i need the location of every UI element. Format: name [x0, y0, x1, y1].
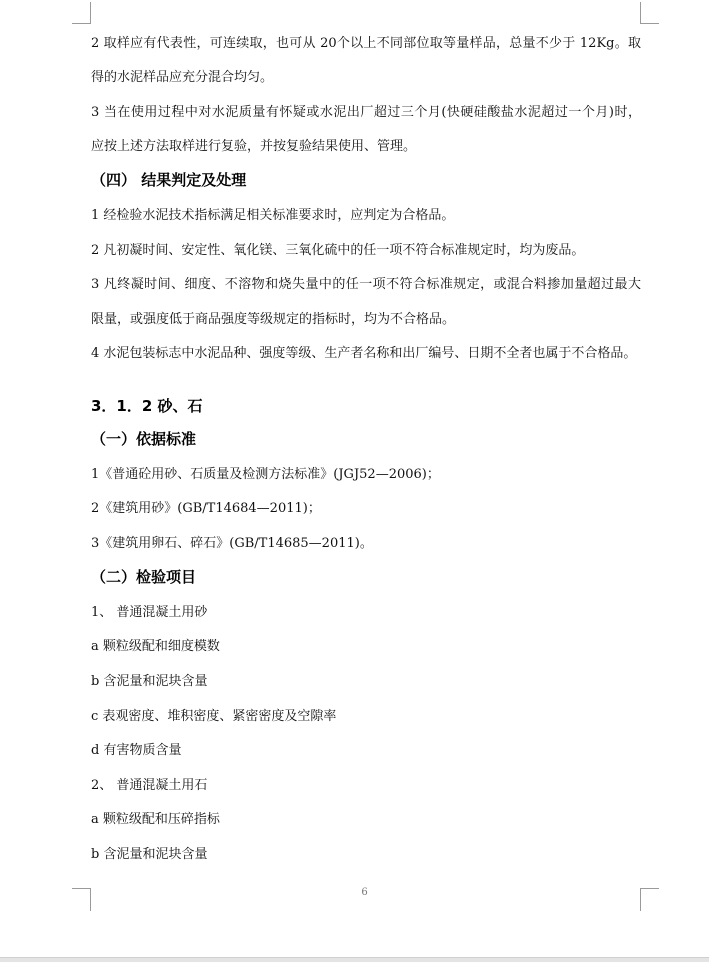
- paragraph-line: 限量，或强度低于商品强度等级规定的指标时，均为不合格品。: [91, 312, 456, 327]
- crop-mark-top-right: [640, 2, 659, 24]
- list-item: c 表观密度、堆积密度、紧密密度及空隙率: [91, 709, 337, 724]
- paragraph-line: 得的水泥样品应充分混合均匀。: [91, 70, 274, 85]
- paragraph-line: 3 当在使用过程中对水泥质量有怀疑或水泥出厂超过三个月(快硬硅酸盐水泥超过一个月)时，: [91, 105, 641, 120]
- heading-section-3-1-2: 3．1．2 砂、石: [91, 397, 203, 415]
- paragraph-line: 4 水泥包装标志中水泥品种、强度等级、生产者名称和出厂编号、日期不全者也属于不合格品。: [91, 346, 637, 361]
- list-item: b 含泥量和泥块含量: [91, 674, 208, 689]
- page-bottom-edge: [0, 957, 709, 962]
- list-item: a 颗粒级配和压碎指标: [91, 812, 220, 827]
- paragraph-line: 2 凡初凝时间、安定性、氧化镁、三氧化硫中的任一项不符合标准规定时，均为废品。: [91, 243, 585, 258]
- heading-basis: （一）依据标准: [91, 430, 197, 448]
- list-item: 2、 普通混凝土用石: [91, 778, 208, 793]
- page-number: 6: [361, 887, 368, 898]
- paragraph-line: 1 经检验水泥技术指标满足相关标准要求时，应判定为合格品。: [91, 208, 455, 223]
- paragraph-line: 3 凡终凝时间、细度、不溶物和烧失量中的任一项不符合标准规定，或混合料掺加量超过最大: [91, 277, 641, 292]
- heading-results: （四） 结果判定及处理: [91, 171, 247, 189]
- list-item: a 颗粒级配和细度模数: [91, 639, 220, 654]
- list-item: d 有害物质含量: [91, 743, 182, 758]
- heading-items: （二）检验项目: [91, 568, 197, 586]
- crop-mark-top-left: [72, 2, 91, 24]
- standard-line: 2《建筑用砂》(GB/T14684—2011)；: [91, 501, 321, 516]
- list-item: 1、 普通混凝土用砂: [91, 605, 208, 620]
- standard-line: 1《普通砼用砂、石质量及检测方法标准》(JGJ52—2006)；: [91, 467, 440, 482]
- paragraph-line: 应按上述方法取样进行复验，并按复验结果使用、管理。: [91, 139, 417, 154]
- standard-line: 3《建筑用卵石、碎石》(GB/T14685—2011)。: [91, 536, 373, 551]
- list-item: b 含泥量和泥块含量: [91, 847, 208, 862]
- paragraph-line: 2 取样应有代表性，可连续取，也可从 20个以上不同部位取等量样品，总量不少于 12Kg。取: [91, 36, 641, 51]
